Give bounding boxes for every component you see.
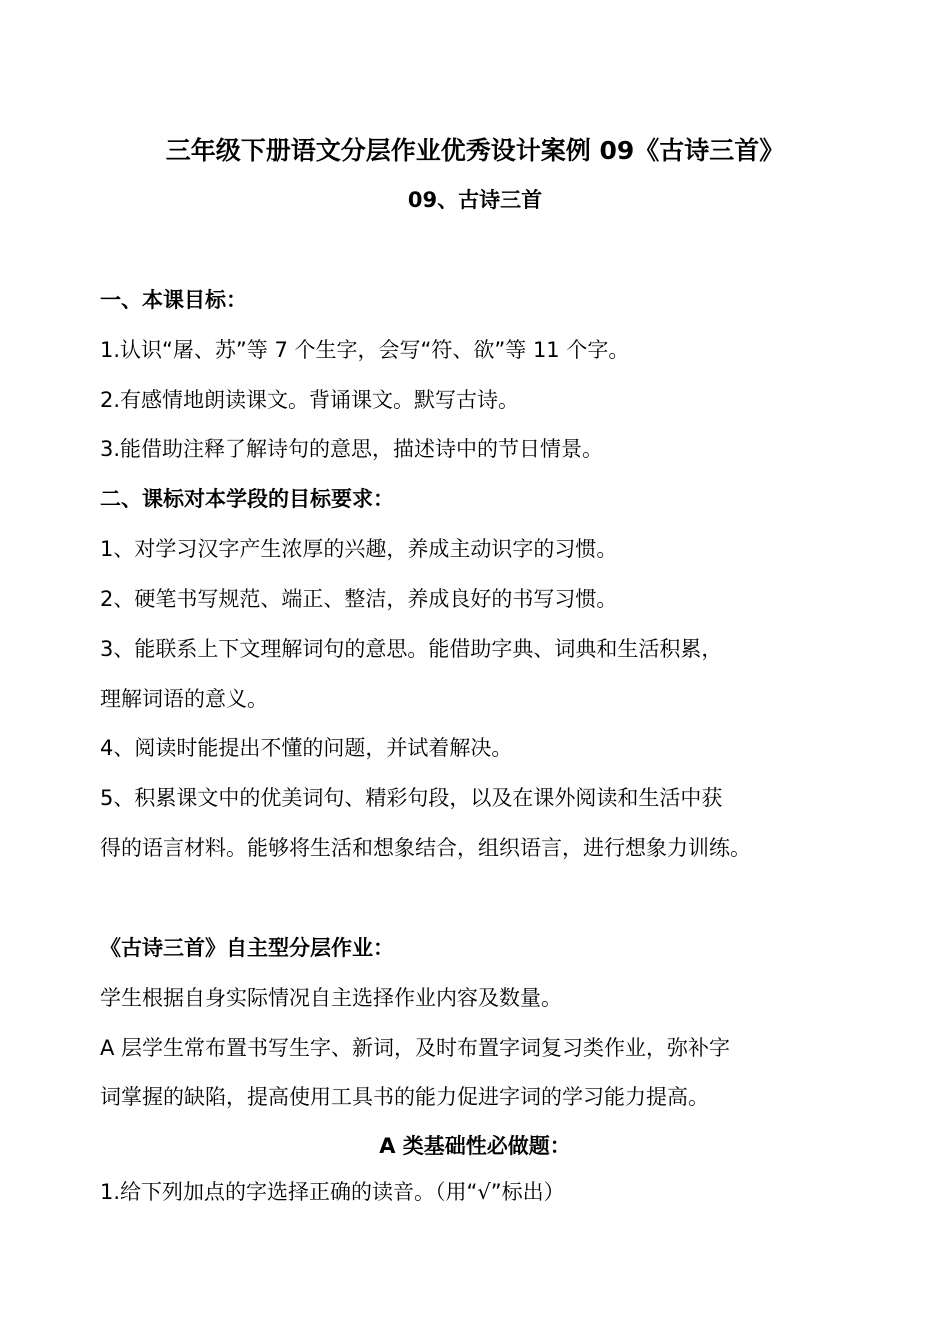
section-heading-homework: 《古诗三首》自主型分层作业： [100,936,394,960]
standard-item-3: 3、能联系上下文理解词句的意思。能借助字典、词典和生活积累， [100,637,723,661]
section-heading-goals: 一、本课目标： [100,288,247,312]
goal-item-2: 2.有感情地朗读课文。背诵课文。默写古诗。 [100,388,520,412]
section-heading-standards: 二、课标对本学段的目标要求： [100,487,394,511]
standard-item-4: 4、阅读时能提出不懂的问题，并试着解决。 [100,736,513,760]
homework-paragraph-1: 学生根据自身实际情况自主选择作业内容及数量。 [100,986,562,1010]
goal-item-3: 3.能借助注释了解诗句的意思，描述诗中的节日情景。 [100,437,604,461]
goal-item-1: 1.认识“屠、苏”等 7 个生字，会写“符、欲”等 11 个字。 [100,338,630,362]
question-1: 1.给下列加点的字选择正确的读音。（用“√”标出） [100,1180,565,1204]
standard-item-2: 2、硬笔书写规范、端正、整洁，养成良好的书写习惯。 [100,587,618,611]
homework-paragraph-2-continued: 词掌握的缺陷，提高使用工具书的能力促进字词的学习能力提高。 [100,1085,709,1109]
homework-paragraph-2: A 层学生常布置书写生字、新词，及时布置字词复习类作业，弥补字 [100,1036,731,1060]
standard-item-5: 5、积累课文中的优美词句、精彩句段，以及在课外阅读和生活中获 [100,786,723,810]
standard-item-5-continued: 得的语言材料。能够将生活和想象结合，组织语言，进行想象力训练。 [100,836,751,860]
subheading-basic-questions: A 类基础性必做题： [379,1134,571,1158]
standard-item-3-continued: 理解词语的意义。 [100,687,268,711]
standard-item-1: 1、对学习汉字产生浓厚的兴趣，养成主动识字的习惯。 [100,537,618,561]
page-title: 三年级下册语文分层作业优秀设计案例 09《古诗三首》 [165,136,785,165]
page-subtitle: 09、古诗三首 [407,188,543,212]
